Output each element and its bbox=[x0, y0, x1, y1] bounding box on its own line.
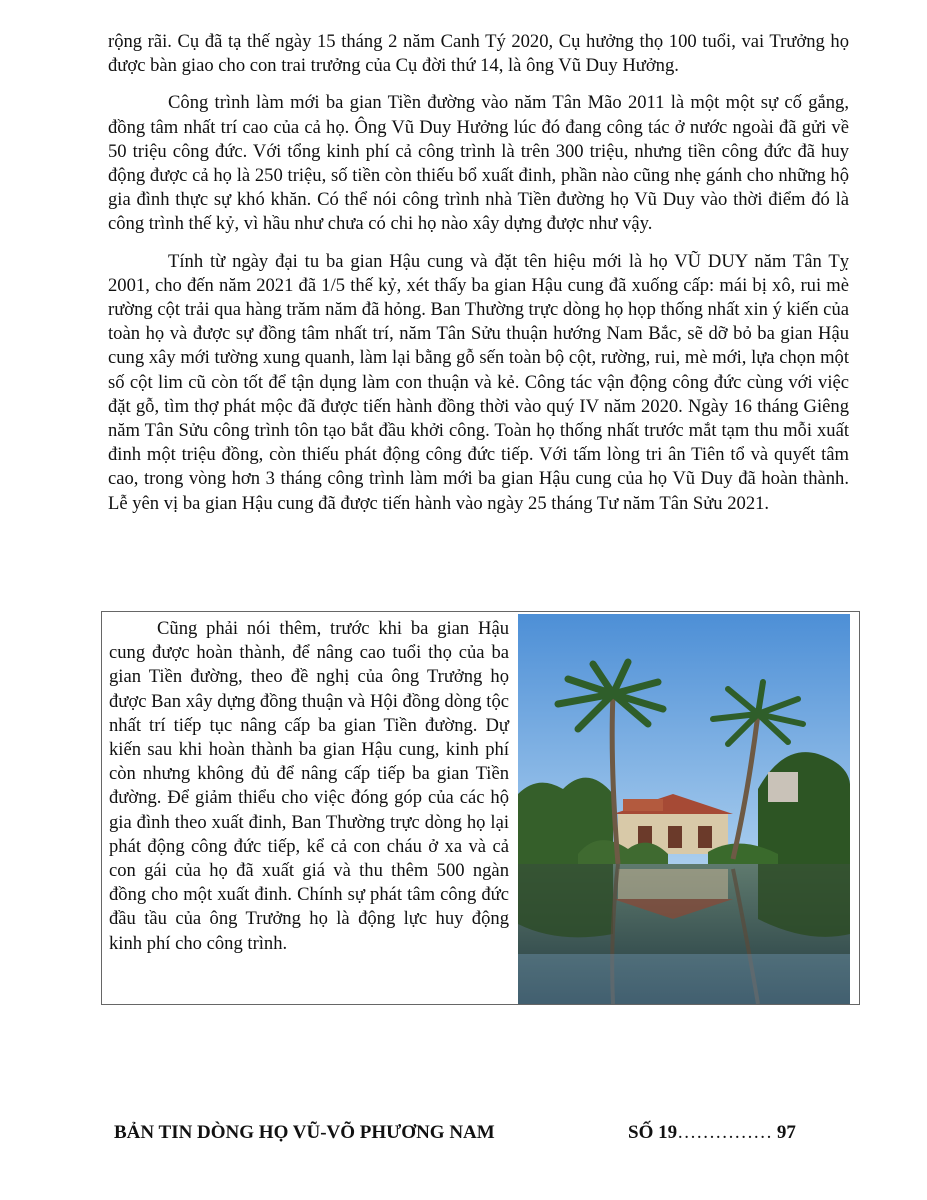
paragraph-1: rộng rãi. Cụ đã tạ thế ngày 15 tháng 2 năm Canh Tý 2020, Cụ hưởng thọ 100 tuổi, vai Trưởng họ được bàn giao cho con trai trưởng của Cụ đời thứ 14, là ông Vũ Duy Hưởng. bbox=[108, 31, 849, 77]
leader-dots: …………… bbox=[677, 1122, 773, 1143]
temple-pond-photo bbox=[518, 614, 850, 1004]
page-number: 97 bbox=[776, 1122, 796, 1143]
article-body bbox=[108, 30, 849, 529]
boxed-section bbox=[101, 611, 860, 1005]
paragraph-2: Công trình làm mới ba gian Tiền đường vào năm Tân Mão 2011 là một một sự cố gắng, đồng tâm nhất trí cao của cả họ. Ông Vũ Duy Hưởng lúc đó đang công tác ở nước ngoài đã gửi về 50 triệu công đức. Với tổng kinh phí cả công trình là trên 300 triệu, nhưng tiền công đức đã huy động được cả họ là 250 triệu, số tiền còn thiếu bổ xuất đinh, phần nào cũng nhẹ gánh cho những hộ gia đình thực sự khó khăn. Có thể nói công trình nhà Tiền đường họ Vũ Duy vào thời điểm đó là công trình thế kỷ, vì hầu như chưa có chi họ nào xây dựng được như vậy. bbox=[108, 92, 849, 235]
boxed-paragraph: Cũng phải nói thêm, trước khi ba gian Hậu cung được hoàn thành, để nâng cao tuổi thọ của ba gian Tiền đường, theo đề nghị của ông Trưởng họ được Ban xây dựng đồng thuận và Hội đồng dòng tộc nhất trí tiếp tục nâng cấp ba gian Tiền đường. Dự kiến sau khi hoàn thành ba gian Hậu cung, kinh phí còn nhưng không đủ để nâng cấp tiếp ba gian Tiền đường. Để giảm thiểu cho việc đóng góp của các hộ gia đình theo xuất đinh, Ban Thường trực dòng họ lại phát động công đức tiếp, kể cả con cháu ở xa và cả con gái của họ đã xuất giá và thu thêm 500 ngàn đồng cho một xuất đinh. Chính sự phát tâm công đức đầu tầu của ông Trưởng họ là động lực huy động kinh phí cho công trình. bbox=[109, 618, 509, 954]
issue-and-page bbox=[628, 1122, 796, 1144]
paragraph-3: Tính từ ngày đại tu ba gian Hậu cung và đặt tên hiệu mới là họ VŨ DUY năm Tân Tỵ 2001, cho đến năm 2021 đã 1/5 thế kỷ, xét thấy ba gian Hậu cung đã xuống cấp: mái bị xô, rui mè rường cột trải qua hàng trăm năm đã hỏng. Ban Thường trực dòng họ họp thống nhất xin ý kiến của toàn họ và được sự đồng tâm nhất trí, năm Tân Sửu thuận hướng Nam Bắc, sẽ dỡ bỏ ba gian Hậu cung xây mới tường xung quanh, làm lại bằng gỗ sến toàn bộ cột, rường, rui, mè mới, lựa chọn một số cột lim cũ còn tốt để tận dụng làm con thuận và kẻ. Công tác vận động công đức cùng với việc đặt gỗ, tìm thợ phát mộc đã được tiến hành đồng thời vào quý IV năm 2020. Ngày 16 tháng Giêng năm Tân Sửu công trình tôn tạo bắt đầu khởi công. Toàn họ thống nhất trước mắt tạm thu mỗi xuất đinh một triệu đồng, còn thiếu phát động công đức tiếp. Với tấm lòng tri ân Tiên tổ và quyết tâm cao, trong vòng hơn 3 tháng công trình làm mới ba gian Hậu cung của họ Vũ Duy đã hoàn thành. Lễ yên vị ba gian Hậu cung đã được tiến hành vào ngày 25 tháng Tư năm Tân Sửu 2021. bbox=[108, 250, 849, 514]
publication-title: BẢN TIN DÒNG HỌ VŨ-VÕ PHƯƠNG NAM bbox=[114, 1122, 495, 1143]
issue-number: SỐ 19 bbox=[628, 1122, 678, 1143]
